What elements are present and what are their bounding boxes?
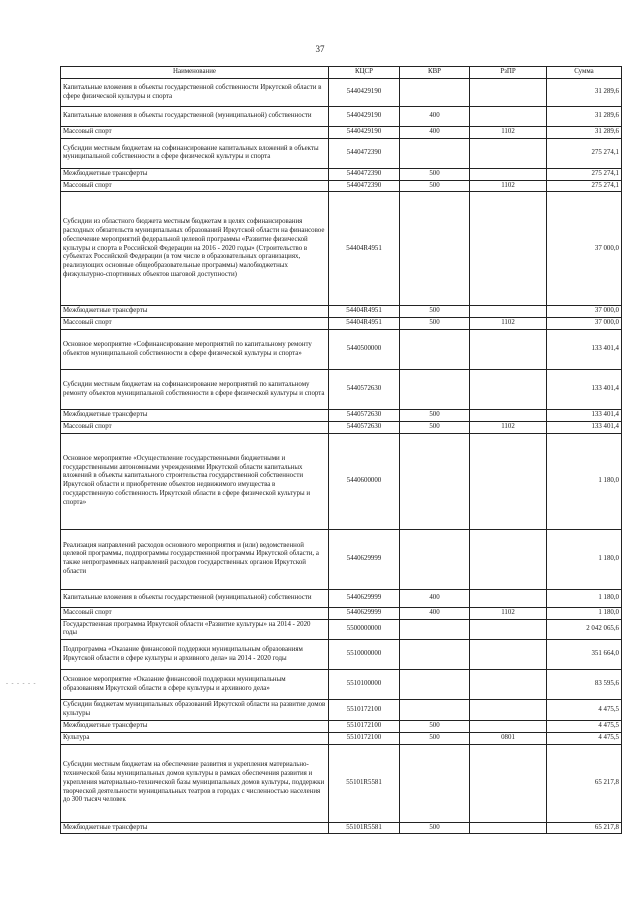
cell-sum: 83 595,6 — [547, 670, 622, 700]
table-row — [61, 433, 622, 529]
cell-kvr: 400 — [400, 107, 470, 127]
table-row — [61, 421, 622, 433]
cell-kcsr: 5440629999 — [329, 607, 400, 619]
cell-kvr: 500 — [400, 421, 470, 433]
cell-kvr — [400, 138, 470, 168]
cell-sum: 4 475,5 — [547, 732, 622, 744]
cell-kcsr: 5440629999 — [329, 529, 400, 589]
cell-rzpr — [470, 619, 547, 640]
cell-kvr: 400 — [400, 127, 470, 139]
cell-rzpr — [470, 410, 547, 422]
cell-name: Основное мероприятие «Осуществление государственными бюджетными и государственными автономными учреждениями Иркутской области капитальных вложений в объекты капитального строительства государственной собственности Иркутской области и приобретение объектов недвижимого имущества в государственную собственность Иркутской области в сфере физической культуры и спорта» — [61, 433, 329, 529]
cell-kvr — [400, 744, 470, 822]
cell-name: Государственная программа Иркутской области «Развитие культуры» на 2014 - 2020 годы — [61, 619, 329, 640]
table-header-row — [61, 67, 622, 79]
table-row — [61, 306, 622, 318]
cell-name: Межбюджетные трансферты — [61, 822, 329, 834]
cell-kcsr: 5440472390 — [329, 138, 400, 168]
cell-kcsr: 5510172100 — [329, 732, 400, 744]
table-row — [61, 192, 622, 306]
column-header-kvr: КВР — [400, 67, 470, 79]
cell-kcsr: 5440572630 — [329, 370, 400, 410]
cell-sum: 275 274,1 — [547, 168, 622, 180]
cell-name: Межбюджетные трансферты — [61, 410, 329, 422]
cell-kcsr: 5440429190 — [329, 107, 400, 127]
cell-kvr: 400 — [400, 607, 470, 619]
cell-kvr: 500 — [400, 732, 470, 744]
table-row — [61, 744, 622, 822]
cell-kcsr: 5440572630 — [329, 421, 400, 433]
cell-rzpr: 1102 — [470, 607, 547, 619]
cell-kvr — [400, 529, 470, 589]
cell-kcsr: 5440500000 — [329, 330, 400, 370]
cell-kcsr: 5440429190 — [329, 79, 400, 107]
table-row — [61, 670, 622, 700]
cell-name: Субсидии местным бюджетам на софинансирование мероприятий по капитальному ремонту объектов муниципальной собственности в сфере физической культуры и спорта — [61, 370, 329, 410]
cell-name: Массовый спорт — [61, 180, 329, 192]
cell-kvr: 500 — [400, 306, 470, 318]
margin-mark: - - - - - - — [6, 681, 37, 687]
cell-rzpr: 1102 — [470, 127, 547, 139]
table-row — [61, 370, 622, 410]
cell-sum: 133 401,4 — [547, 370, 622, 410]
cell-kvr: 400 — [400, 589, 470, 607]
table-row — [61, 619, 622, 640]
page-number: 37 — [315, 44, 325, 54]
cell-rzpr: 1102 — [470, 421, 547, 433]
cell-kcsr: 54404R4951 — [329, 318, 400, 330]
cell-name: Массовый спорт — [61, 127, 329, 139]
cell-rzpr — [470, 192, 547, 306]
table-row — [61, 138, 622, 168]
table-row — [61, 107, 622, 127]
cell-name: Реализация направлений расходов основного мероприятия и (или) ведомственной целевой программы, подпрограммы государственной программы Иркутской области, а также непрограммных направлений расходов государственных органов Иркутской области — [61, 529, 329, 589]
cell-name: Массовый спорт — [61, 607, 329, 619]
cell-rzpr — [470, 433, 547, 529]
column-header-kcsr: КЦСР — [329, 67, 400, 79]
cell-sum: 2 042 065,6 — [547, 619, 622, 640]
cell-rzpr — [470, 720, 547, 732]
cell-rzpr — [470, 306, 547, 318]
cell-kvr — [400, 433, 470, 529]
cell-kcsr: 5440600000 — [329, 433, 400, 529]
cell-kvr: 500 — [400, 318, 470, 330]
cell-name: Субсидии местным бюджетам на софинансирование капитальных вложений в объекты муниципальной собственности в сфере физической культуры и спорта — [61, 138, 329, 168]
table-row — [61, 330, 622, 370]
cell-sum: 1 180,0 — [547, 589, 622, 607]
cell-kvr: 500 — [400, 720, 470, 732]
cell-kcsr: 5440472390 — [329, 168, 400, 180]
cell-name: Капитальные вложения в объекты государственной (муниципальной) собственности — [61, 107, 329, 127]
table-row — [61, 318, 622, 330]
cell-sum: 4 475,5 — [547, 720, 622, 732]
cell-sum: 37 000,0 — [547, 306, 622, 318]
cell-kcsr: 5440429190 — [329, 127, 400, 139]
table-row — [61, 589, 622, 607]
table-row — [61, 640, 622, 670]
cell-sum: 31 289,6 — [547, 127, 622, 139]
cell-sum: 31 289,6 — [547, 79, 622, 107]
table-row — [61, 529, 622, 589]
cell-name: Субсидии местным бюджетам на обеспечение развития и укрепления материально-технической базы муниципальных домов культуры в рамках обеспечения развития и укрепления материально-технической базы муниципальных домов культуры, поддержки творческой деятельности муниципальных театров в городах с численностью населения до 300 тысяч человек — [61, 744, 329, 822]
cell-rzpr — [470, 107, 547, 127]
cell-kvr: 500 — [400, 168, 470, 180]
table-row — [61, 127, 622, 139]
cell-kcsr: 5500000000 — [329, 619, 400, 640]
cell-rzpr — [470, 330, 547, 370]
cell-rzpr: 1102 — [470, 180, 547, 192]
cell-kcsr: 5510000000 — [329, 640, 400, 670]
cell-sum: 31 289,6 — [547, 107, 622, 127]
cell-sum: 37 000,0 — [547, 192, 622, 306]
cell-kcsr: 5440472390 — [329, 180, 400, 192]
cell-rzpr — [470, 822, 547, 834]
cell-sum: 133 401,4 — [547, 330, 622, 370]
cell-kvr: 500 — [400, 410, 470, 422]
cell-kcsr: 5440629999 — [329, 589, 400, 607]
table-row — [61, 822, 622, 834]
cell-name: Подпрограмма «Оказание финансовой поддержки муниципальным образованиям Иркутской области в сфере культуры и архивного дела» на 2014 - 2020 годы — [61, 640, 329, 670]
cell-kcsr: 5510172100 — [329, 720, 400, 732]
table-row — [61, 607, 622, 619]
column-header-name: Наименование — [61, 67, 329, 79]
cell-sum: 65 217,8 — [547, 822, 622, 834]
cell-sum: 133 401,4 — [547, 421, 622, 433]
cell-name: Культура — [61, 732, 329, 744]
table-row — [61, 180, 622, 192]
cell-rzpr — [470, 744, 547, 822]
cell-sum: 1 180,0 — [547, 433, 622, 529]
cell-rzpr — [470, 370, 547, 410]
cell-sum: 1 180,0 — [547, 529, 622, 589]
table-row — [61, 720, 622, 732]
cell-name: Массовый спорт — [61, 318, 329, 330]
cell-kcsr: 5440572630 — [329, 410, 400, 422]
cell-name: Субсидии бюджетам муниципальных образований Иркутской области на развитие домов культуры — [61, 700, 329, 721]
cell-rzpr — [470, 79, 547, 107]
cell-name: Субсидии из областного бюджета местным бюджетам в целях софинансирования расходных обязательств муниципальных образований Иркутской области на финансовое обеспечение мероприятий федеральной целевой программы «Развитие физической культуры и спорта в Российской Федерации на 2016 - 2020 годы» (Строительство в субъектах Российской Федерации (в том числе в образовательных организациях, реализующих основные общеобразовательные программы) малобюджетных физкультурно-спортивных объектов шаговой доступности) — [61, 192, 329, 306]
cell-rzpr — [470, 529, 547, 589]
cell-rzpr: 0801 — [470, 732, 547, 744]
cell-rzpr — [470, 589, 547, 607]
budget-table — [60, 66, 622, 834]
column-header-sum: Сумма — [547, 67, 622, 79]
cell-sum: 275 274,1 — [547, 180, 622, 192]
table-row — [61, 168, 622, 180]
cell-kvr — [400, 640, 470, 670]
cell-name: Массовый спорт — [61, 421, 329, 433]
cell-sum: 1 180,0 — [547, 607, 622, 619]
cell-rzpr: 1102 — [470, 318, 547, 330]
cell-kcsr: 55101R5581 — [329, 744, 400, 822]
cell-kvr — [400, 330, 470, 370]
cell-rzpr — [470, 168, 547, 180]
cell-kvr — [400, 670, 470, 700]
cell-kvr: 500 — [400, 822, 470, 834]
cell-name: Межбюджетные трансферты — [61, 168, 329, 180]
cell-kvr — [400, 619, 470, 640]
cell-kvr — [400, 192, 470, 306]
cell-name: Основное мероприятие «Оказание финансовой поддержки муниципальным образованиям Иркутской области в сфере культуры и архивного дела» — [61, 670, 329, 700]
cell-kcsr: 54404R4951 — [329, 192, 400, 306]
cell-name: Межбюджетные трансферты — [61, 720, 329, 732]
cell-kvr — [400, 370, 470, 410]
cell-sum: 65 217,8 — [547, 744, 622, 822]
cell-name: Капитальные вложения в объекты государственной (муниципальной) собственности — [61, 589, 329, 607]
cell-rzpr — [470, 700, 547, 721]
cell-sum: 351 664,0 — [547, 640, 622, 670]
cell-rzpr — [470, 138, 547, 168]
cell-kvr — [400, 700, 470, 721]
cell-name: Основное мероприятие «Софинансирование мероприятий по капитальному ремонту объектов муниципальной собственности в сфере физической культуры и спорта» — [61, 330, 329, 370]
table-row — [61, 732, 622, 744]
cell-sum: 37 000,0 — [547, 318, 622, 330]
table-row — [61, 700, 622, 721]
cell-name: Капитальные вложения в объекты государственной собственности Иркутской области в сфере физической культуры и спорта — [61, 79, 329, 107]
cell-sum: 133 401,4 — [547, 410, 622, 422]
cell-sum: 4 475,5 — [547, 700, 622, 721]
cell-kcsr: 54404R4951 — [329, 306, 400, 318]
cell-rzpr — [470, 640, 547, 670]
cell-kcsr: 5510172100 — [329, 700, 400, 721]
cell-kvr: 500 — [400, 180, 470, 192]
cell-kvr — [400, 79, 470, 107]
table-row — [61, 79, 622, 107]
cell-rzpr — [470, 670, 547, 700]
cell-sum: 275 274,1 — [547, 138, 622, 168]
cell-kcsr: 55101R5581 — [329, 822, 400, 834]
cell-kcsr: 5510100000 — [329, 670, 400, 700]
cell-name: Межбюджетные трансферты — [61, 306, 329, 318]
column-header-rzpr: РзПР — [470, 67, 547, 79]
table-row — [61, 410, 622, 422]
